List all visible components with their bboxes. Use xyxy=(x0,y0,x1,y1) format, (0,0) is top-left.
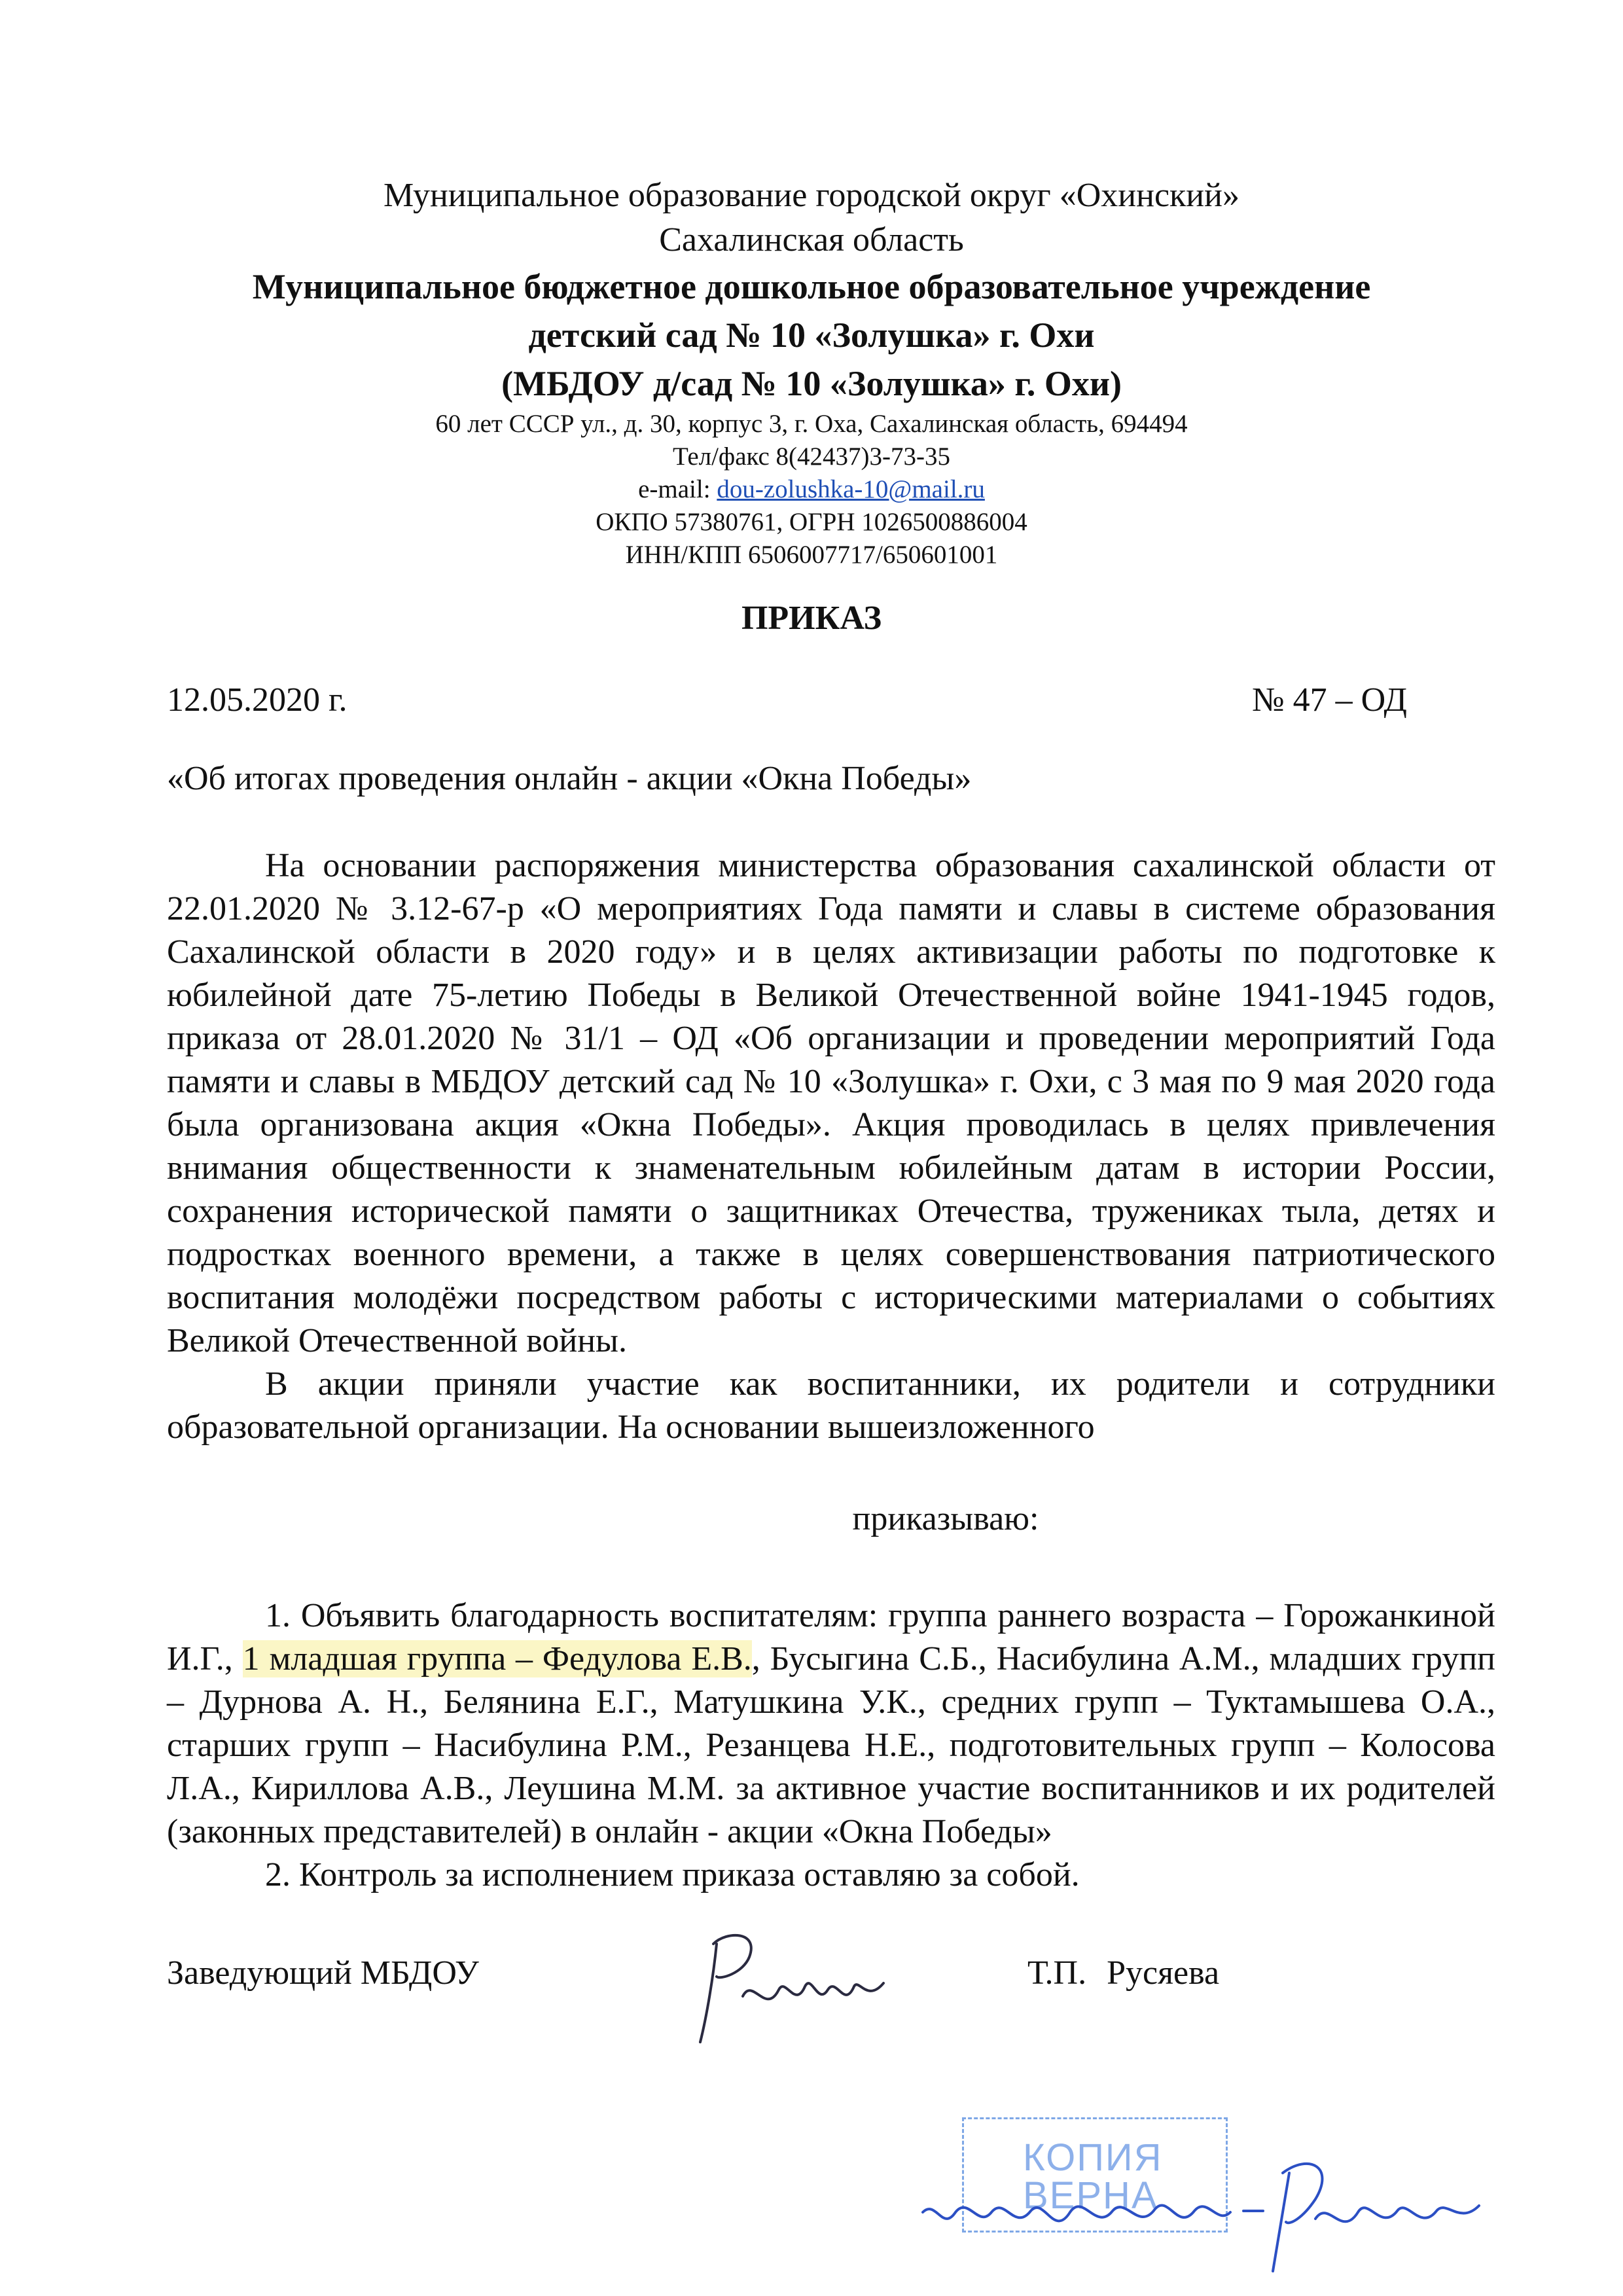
inn-kpp: ИНН/КПП 6506007717/650601001 xyxy=(625,541,998,569)
organization-short-name: (МБДОУ д/сад № 10 «Золушка» г. Охи) xyxy=(501,364,1122,403)
paragraph-participants: В акции приняли участие как воспитанники, их родители и сотрудники образовательной организации. На основании вышеизложенного xyxy=(167,1365,1495,1446)
document-title: ПРИКАЗ xyxy=(741,600,882,637)
handwritten-certification xyxy=(916,2134,1492,2278)
municipality-line: Муниципальное образование городской округ «Охинский» xyxy=(383,177,1240,214)
organization-name-line1: Муниципальное бюджетное дошкольное образовательное учреждение xyxy=(252,267,1371,306)
order-item-1-start: 1. Объявить благодарность воспитателям: группа раннего возраста – Горожанкиной И.Г., xyxy=(167,1597,1495,1677)
highlighted-text: 1 младшая группа – Федулова Е.В. xyxy=(242,1640,752,1677)
document-number: № 47 – ОД xyxy=(1251,681,1407,719)
phone: Тел/факс 8(42437)3-73-35 xyxy=(672,442,950,471)
document-date: 12.05.2020 г. xyxy=(167,681,348,719)
order-word: приказываю: xyxy=(852,1500,1039,1537)
stamp-line-1: КОПИЯ xyxy=(1023,2136,1163,2179)
document-body xyxy=(167,844,1495,1897)
signatory-role: Заведующий МБДОУ xyxy=(167,1954,479,1992)
email-line xyxy=(0,473,1623,506)
region-line: Сахалинская область xyxy=(659,221,964,259)
email-label: e-mail: xyxy=(638,475,717,503)
address: 60 лет СССР ул., д. 30, корпус 3, г. Оха, Сахалинская область, 694494 xyxy=(435,410,1188,438)
stamp-line-2: ВЕРНА xyxy=(1023,2174,1158,2217)
letterhead xyxy=(0,173,1623,571)
okpo-ogrn: ОКПО 57380761, ОГРН 1026500886004 xyxy=(596,508,1027,536)
order-item-1 xyxy=(167,1594,1495,1854)
document-subject: «Об итогах проведения онлайн - акции «Окна Победы» xyxy=(167,760,972,797)
organization-name-line2: детский сад № 10 «Золушка» г. Охи xyxy=(528,315,1095,355)
handwritten-signature xyxy=(687,1918,897,2049)
email-link[interactable]: dou-zolushka-10@mail.ru xyxy=(717,475,985,503)
order-item-2: 2. Контроль за исполнением приказа оставляю за собой. xyxy=(265,1856,1080,1893)
signatory-name: Т.П. Русяева xyxy=(1027,1954,1220,1992)
order-item-1-end: , Бусыгина С.Б., Насибулина А.М., младших групп – Дурнова А. Н., Белянина Е.Г., Матушкина У.К., средних групп – Туктамышева О.А., старших групп – Насибулина Р.М., Резанцева Н.Е., подготовительных групп – Колосова Л.А., Кириллова А.В., Леушина М.М. за активное участие воспитанников и их родителей (законных представителей) в онлайн - акции «Окна Победы» xyxy=(167,1640,1495,1850)
paragraph-basis: На основании распоряжения министерства образования сахалинской области от 22.01.2020 № 3.12-67-р «О мероприятиях Года памяти и славы в системе образования Сахалинской области в 2020 году» и в целях активизации работы по подготовке к юбилейной дате 75-летию Победы в Великой Отечественной войне 1941-1945 годов, приказа от 28.01.2020 № 31/1 – ОД «Об организации и проведении мероприятий Года памяти и славы в МБДОУ детский сад № 10 «Золушка» г. Охи, с 3 мая по 9 мая 2020 года была организована акция «Окна Победы». Акция проводилась в целях привлечения внимания общественности к знаменательным юбилейным датам в истории России, сохранения исторической памяти о защитниках Отечества, тружениках тыла, детях и подростках военного времени, а также в целях совершенствования патриотического воспитания молодёжи посредством работы с историческими материалами о событиях Великой Отечественной войны. xyxy=(167,847,1495,1359)
